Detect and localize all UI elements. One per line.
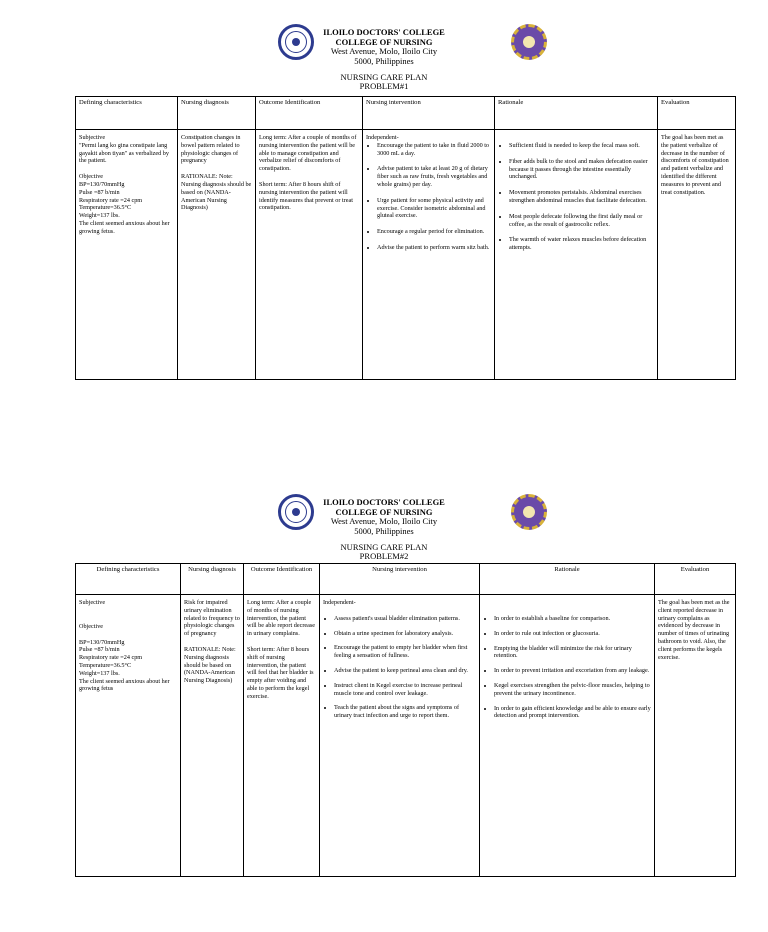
plan-title [0,543,768,561]
postal-line: 5000, Philippines [354,525,414,536]
care-plan-table [75,563,736,877]
intervention-label: Independent- [323,599,356,606]
vital-sign: Temperature=36.5°C [79,661,132,669]
outcome-cell [256,130,363,380]
list-item: • Advise the patient to keep perineal area clean and dry. [334,667,476,675]
long-term-outcome: Long term: After a couple of months of nursing intervention, the patient will be able report decrease in urinary complains. [247,599,316,638]
column-header: Defining characteristics [76,564,181,595]
college-name: ILOILO DOCTORS' COLLEGE [323,27,445,37]
objective-label: Objective [79,622,104,630]
list-item: • Kegel exercises strengthen the pelvic-floor muscles, helping to prevent the urinary incontinence. [494,682,651,698]
subjective-label: Subjective [79,599,106,606]
list-item: • Movement promotes peristalsis. Abdominal exercises strengthen abdominal muscles that facilitate defecation. [509,189,654,205]
college-name: ILOILO DOCTORS' COLLEGE [323,497,445,507]
list-item: • In order to prevent irritation and excoriation from any leakage. [494,667,651,675]
objective-note: The client seemed anxious about her growing fetus [79,677,170,693]
postal-line: 5000, Philippines [354,55,414,66]
list-item: • Advise patient to take at least 20 g of dietary fiber such as raw fruits, fresh vegetables and whole grains) per day. [377,165,491,188]
vital-sign: Respiratory rate =24 cpm [79,196,143,204]
column-header: Nursing intervention [320,564,480,595]
care-plan-table [75,96,736,380]
care-plan-page-2 [0,470,768,566]
list-item: • Fiber adds bulk to the stool and makes defecation easier because it passes through the intestine essentially unchanged. [509,158,654,181]
table-row [76,595,736,877]
evaluation-text: The goal has been met as the client reported decrease in urinary complains as evidenced by decrease in number of times of urinating bathroom to void. Also, the client performs the kegels exercise. [658,599,730,661]
rationale-cell [495,130,658,380]
problem-number: PROBLEM#2 [359,551,409,561]
list-item: • Encourage a regular period for elimination. [377,228,491,236]
column-header: Defining characteristics [76,97,178,130]
nursing-diagnosis-cell [181,595,244,877]
plan-title-text: NURSING CARE PLAN [340,72,428,82]
defining-characteristics-cell [76,130,178,380]
column-header: Rationale [480,564,655,595]
vital-sign: Weight=137 lbs. [79,212,120,220]
subjective-label: Subjective [79,134,106,141]
column-header: Evaluation [658,97,736,130]
vital-sign: BP=130/70mmHg [79,180,125,188]
diagnosis-text: Risk for impaired urinary elimination related to frequency to physiologic changes of pregnancy [184,599,240,638]
intervention-list [323,615,476,720]
vital-sign: BP=130/70mmHg [79,638,125,646]
list-item: • Instruct client in Kegel exercise to increase perineal muscle tone and control over leakage. [334,682,476,698]
list-item: • Encourage the patient to take in fluid 2000 to 3000 mL a day. [377,142,491,158]
list-item: • Encourage the patient to empty her bladder when first feeling a sensation of fullness. [334,644,476,660]
rationale-list [498,142,654,252]
nursing-diagnosis-cell [178,130,256,380]
column-header: Nursing diagnosis [178,97,256,130]
table-row [76,130,736,380]
long-term-outcome: Long term: After a couple of months of nursing intervention the patient will be able to manage constipation and verbalize relief of discomforts of constipation. [259,134,357,173]
intervention-label: Independent- [366,134,399,141]
list-item: • Obtain a urine specimen for laboratory analysis. [334,630,476,638]
list-item: • Most people defecate following the first daily meal or coffee, as the result of gastrocolic reflex. [509,213,654,229]
column-header: Nursing diagnosis [181,564,244,595]
vital-sign: Pulse =87 b/min [79,188,120,196]
column-header: Nursing intervention [363,97,495,130]
list-item: • In order to rule out infection or glucosuria. [494,630,651,638]
department-name: COLLEGE OF NURSING [335,506,433,517]
subjective-statement: "Permi lang ko gina constipate lang gayakit abon tiyan" as verbalized by the patient. [79,141,169,165]
vital-sign: Temperature=36.5°C [79,204,132,212]
address-line: West Avenue, Molo, Iloilo City [330,46,438,56]
vital-sign: Pulse =87 b/min [79,646,120,654]
evaluation-cell [658,130,736,380]
list-item: • The warmth of water relaxes muscles before defecation attempts. [509,236,654,252]
short-term-outcome: Short term: After 8 hours shift of nursing intervention, the patient will feel that her bladder is empty after voiding and able to perform the kegel exercise. [247,645,314,700]
problem-number: PROBLEM#1 [359,81,409,91]
rationale-cell [480,595,655,877]
list-item: • Advise the patient to perform warm sitz bath. [377,244,491,252]
evaluation-text: The goal has been met as the patient verbalize of decrease in the number of discomforts of constipation and patient verbalize and identified the different measures to prevent and treat constipation. [661,134,729,196]
column-header: Outcome Identification [256,97,363,130]
address-line: West Avenue, Molo, Iloilo City [330,516,438,526]
table-header-row [76,564,736,595]
list-item: • Urge patient for some physical activity and exercise. Consider isometric abdominal and gluteal exercise. [377,197,491,220]
list-item: • In order to establish a baseline for comparison. [494,615,651,623]
list-item: • In order to gain efficient knowledge and be able to ensure early detection and prompt intervention. [494,705,651,721]
objective-note: The client seemed anxious about her growing fetus. [79,219,170,235]
diagnosis-text: Constipation changes in bowel pattern related to physiologic changes of pregnancy [181,134,241,165]
plan-title [0,73,768,91]
intervention-list [366,142,491,252]
plan-title-text: NURSING CARE PLAN [340,542,428,552]
vital-sign: Weight=137 lbs. [79,669,120,677]
list-item: • Emptying the bladder will minimize the risk for urinary retention. [494,645,651,661]
intervention-cell [320,595,480,877]
rationale-list [483,615,651,720]
care-plan-page-1 [0,0,768,252]
intervention-cell [363,130,495,380]
department-name: COLLEGE OF NURSING [335,36,433,47]
column-header: Evaluation [655,564,736,595]
column-header: Rationale [495,97,658,130]
table-header-row [76,97,736,130]
document-header [0,470,768,566]
college-info [0,498,768,536]
objective-label: Objective [79,173,104,181]
short-term-outcome: Short term: After 8 hours shift of nursing intervention the patient will identify measures that prevent or treat constipation. [259,180,353,212]
list-item: • Sufficient fluid is needed to keep the fecal mass soft. [509,142,654,150]
document-header [0,0,768,96]
college-info [0,28,768,66]
list-item: • Assess patient's usual bladder elimination patterns. [334,615,476,623]
outcome-cell [244,595,320,877]
rationale-note: RATIONALE: Note: Nursing diagnosis should be based on (NANDA-American Nursing Diagnosis) [181,173,252,212]
vital-sign: Respiratory rate =24 cpm [79,654,143,662]
defining-characteristics-cell [76,595,181,877]
evaluation-cell [655,595,736,877]
rationale-note: RATIONALE: Note: Nursing diagnosis should be based on (NANDA-American Nursing Diagnosis) [184,645,236,685]
list-item: • Teach the patient about the signs and symptoms of urinary tract infection and urge to report them. [334,704,476,720]
column-header: Outcome Identification [244,564,320,595]
